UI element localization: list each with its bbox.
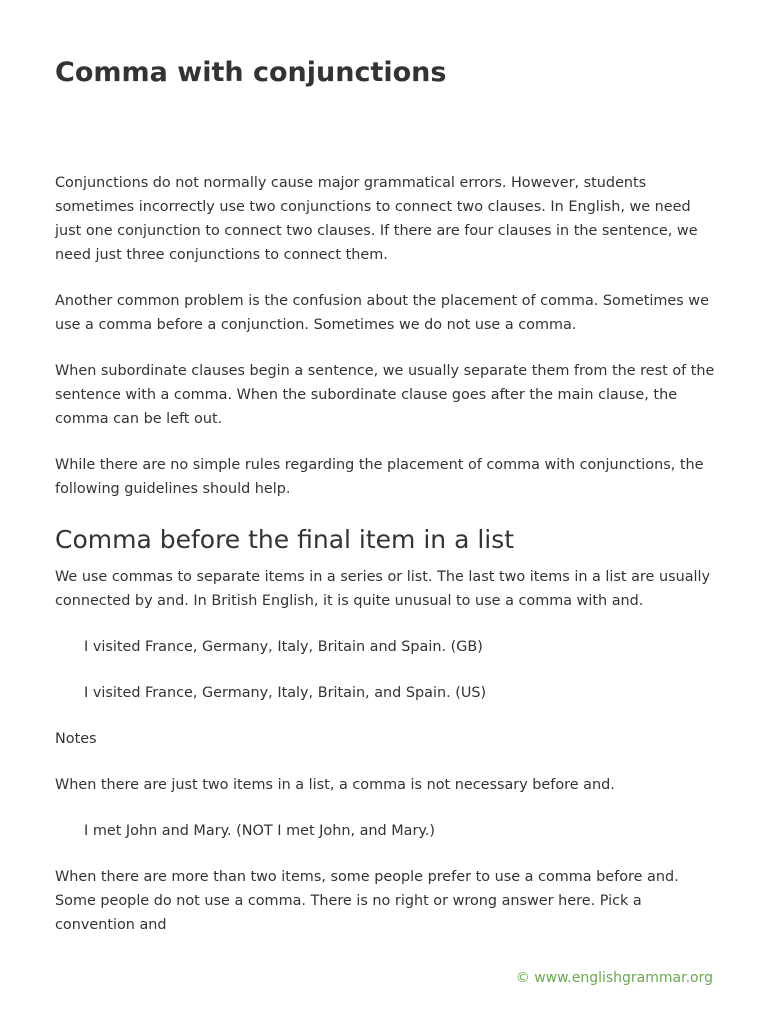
- note-paragraph-2: When there are more than two items, some people prefer to use a comma before and. Some people do not use a comma. There is no right or wrong answer here. Pick a convention and: [55, 869, 679, 933]
- example-gb: I visited France, Germany, Italy, Britain and Spain. (GB): [84, 639, 483, 655]
- note-paragraph-1: When there are just two items in a list, a comma is not necessary before and.: [55, 777, 615, 793]
- intro-paragraph-4: While there are no simple rules regarding the placement of comma with conjunctions, the following guidelines should help.: [55, 457, 704, 497]
- example-two-items: I met John and Mary. (NOT I met John, and Mary.): [84, 823, 436, 839]
- page-title: Comma with conjunctions: [55, 57, 447, 88]
- example-us: I visited France, Germany, Italy, Britain, and Spain. (US): [84, 685, 487, 701]
- intro-paragraph-2: Another common problem is the confusion about the placement of comma. Sometimes we use a comma before a conjunction. Sometimes we do not use a comma.: [55, 293, 709, 333]
- intro-paragraph-1: Conjunctions do not normally cause major grammatical errors. However, students sometimes incorrectly use two conjunctions to connect two clauses. In English, we need just one conjunction to connect two clauses. If there are four clauses in the sentence, we need just three conjunctions to connect them.: [55, 175, 698, 263]
- article-body: [55, 171, 720, 959]
- section-paragraph: We use commas to separate items in a series or list. The last two items in a list are usually connected by and. In British English, it is quite unusual to use a comma with and.: [55, 569, 711, 609]
- section-heading: Comma before the final item in a list: [55, 525, 515, 554]
- footer-website-link[interactable]: © www.englishgrammar.org: [515, 970, 713, 986]
- notes-label: Notes: [55, 731, 97, 747]
- intro-paragraph-3: When subordinate clauses begin a sentence, we usually separate them from the rest of the sentence with a comma. When the subordinate clause goes after the main clause, the comma can be left out.: [55, 363, 715, 427]
